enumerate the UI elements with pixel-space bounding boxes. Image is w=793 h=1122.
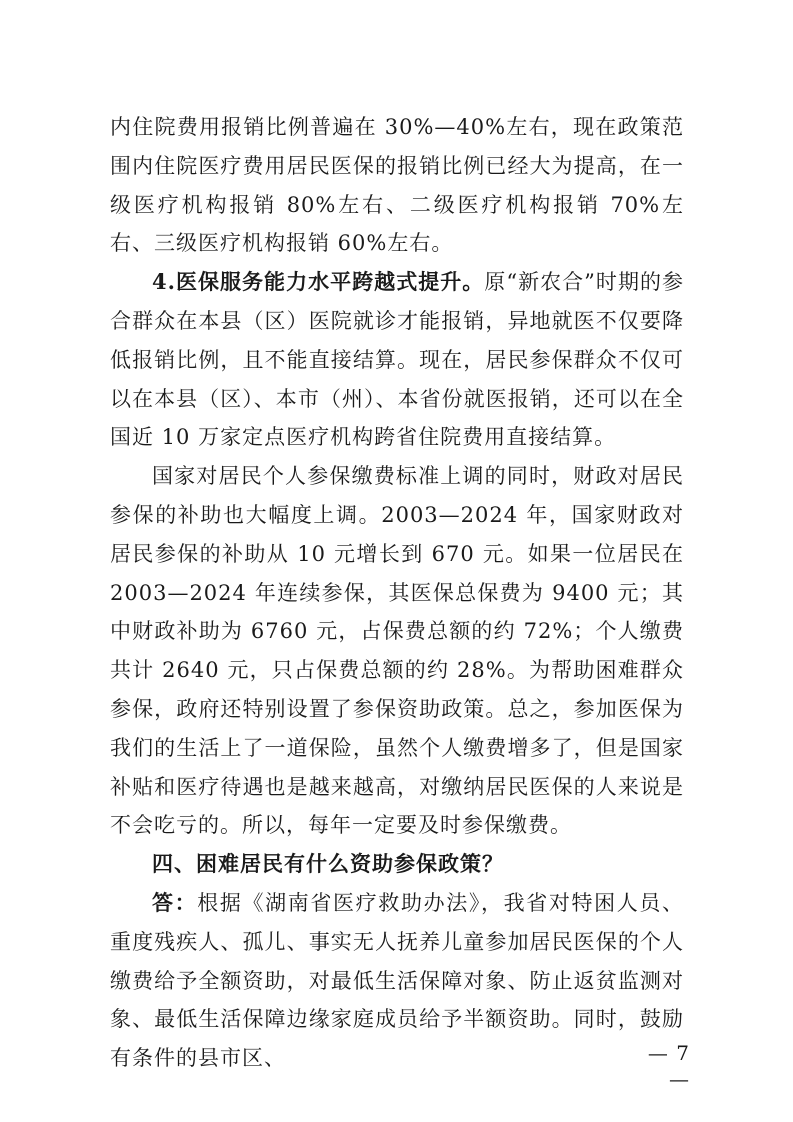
page-number: — 7 — xyxy=(647,1041,690,1091)
paragraph-lead: 4.医保服务能力水平跨越式提升。 xyxy=(152,269,485,295)
paragraph-answer xyxy=(110,884,684,1078)
paragraph-text: 原“新农合”时期的参合群众在本县（区）医院就诊才能报销，异地就医不仅要降低报销比例，且不能直接结算。现在，居民参保群众不仅可以在本县（区）、本市（州）、本省份就医报销，还可以在全国近 10 万家定点医疗机构跨省住院费用直接结算。 xyxy=(110,270,684,450)
section-heading-text: 四、困难居民有什么资助参保政策？ xyxy=(152,852,504,877)
body-text xyxy=(110,108,684,1078)
section-heading xyxy=(110,845,684,884)
answer-label: 答： xyxy=(152,890,198,915)
paragraph-service-capacity xyxy=(110,263,684,457)
paragraph-text: 内住院费用报销比例普遍在 30%—40%左右，现在政策范围内住院医疗费用居民医保的报销比例已经大为提高，在一级医疗机构报销 80%左右、二级医疗机构报销 70%左右、三级医疗机构报销 60%左右。 xyxy=(110,115,684,256)
paragraph-fiscal-subsidy xyxy=(110,457,684,845)
paragraph-reimbursement-ratio xyxy=(110,108,684,263)
paragraph-text: 国家对居民个人参保缴费标准上调的同时，财政对居民参保的补助也大幅度上调。2003—2024 年，国家财政对居民参保的补助从 10 元增长到 670 元。如果一位居民在 2003—2024 年连续参保，其医保总保费为 9400 元；其中财政补助为 6760 元，占保费总额的约 72%；个人缴费共计 2640 元，只占保费总额的约 28%。为帮助困难群众参保，政府还特别设置了参保资助政策。总之，参加医保为我们的生活上了一道保险，虽然个人缴费增多了，但是国家补贴和医疗待遇也是越来越高，对缴纳居民医保的人来说是不会吃亏的。所以，每年一定要及时参保缴费。 xyxy=(110,464,684,838)
paragraph-text: 根据《湖南省医疗救助办法》，我省对特困人员、重度残疾人、孤儿、事实无人抚养儿童参加居民医保的个人缴费给予全额资助，对最低生活保障对象、防止返贫监测对象、最低生活保障边缘家庭成员给予半额资助。同时，鼓励有条件的县市区、 xyxy=(110,890,685,1071)
